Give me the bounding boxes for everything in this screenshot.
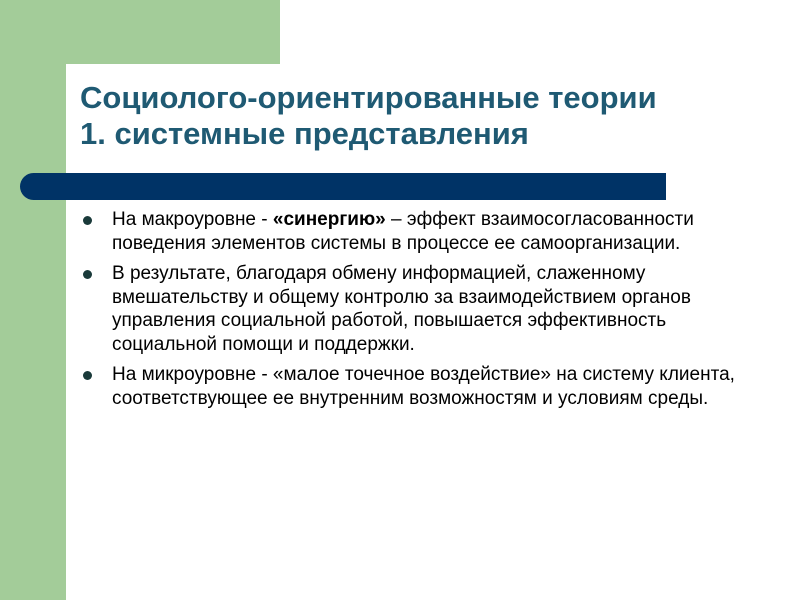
bullet-item-result <box>80 262 740 356</box>
slide-title <box>80 80 780 152</box>
bullet-dot-icon <box>83 371 92 380</box>
bullet-item-macro <box>80 208 740 255</box>
title-underline-band <box>20 173 666 200</box>
bullet-list <box>80 208 740 417</box>
bullet-keyword: «синергию» <box>272 209 386 230</box>
title-line-1: Социолого-ориентированные теории <box>80 80 657 115</box>
bullet-dot-icon <box>83 216 92 225</box>
bullet-text: В результате, благодаря обмену информацией, слаженному вмешательству и общему контролю за взаимодействием органов управления социальной работой, повышается эффективность социальной помощи и поддержки. <box>112 263 691 355</box>
bullet-text: На микроуровне - «малое точечное воздействие» на систему клиента, соответствующее ее внутренним возможностям и условиям среды. <box>112 364 735 409</box>
bullet-lead: На макроуровне - <box>112 209 273 230</box>
green-side-bar <box>0 0 66 600</box>
green-top-block <box>0 0 280 64</box>
bullet-item-micro <box>80 363 740 410</box>
bullet-dot-icon <box>83 270 92 279</box>
title-line-2: 1. системные представления <box>80 116 529 151</box>
bullet-rest: – эффект взаимосогласованности поведения элементов системы в процессе ее самоорганизации. <box>112 209 694 254</box>
